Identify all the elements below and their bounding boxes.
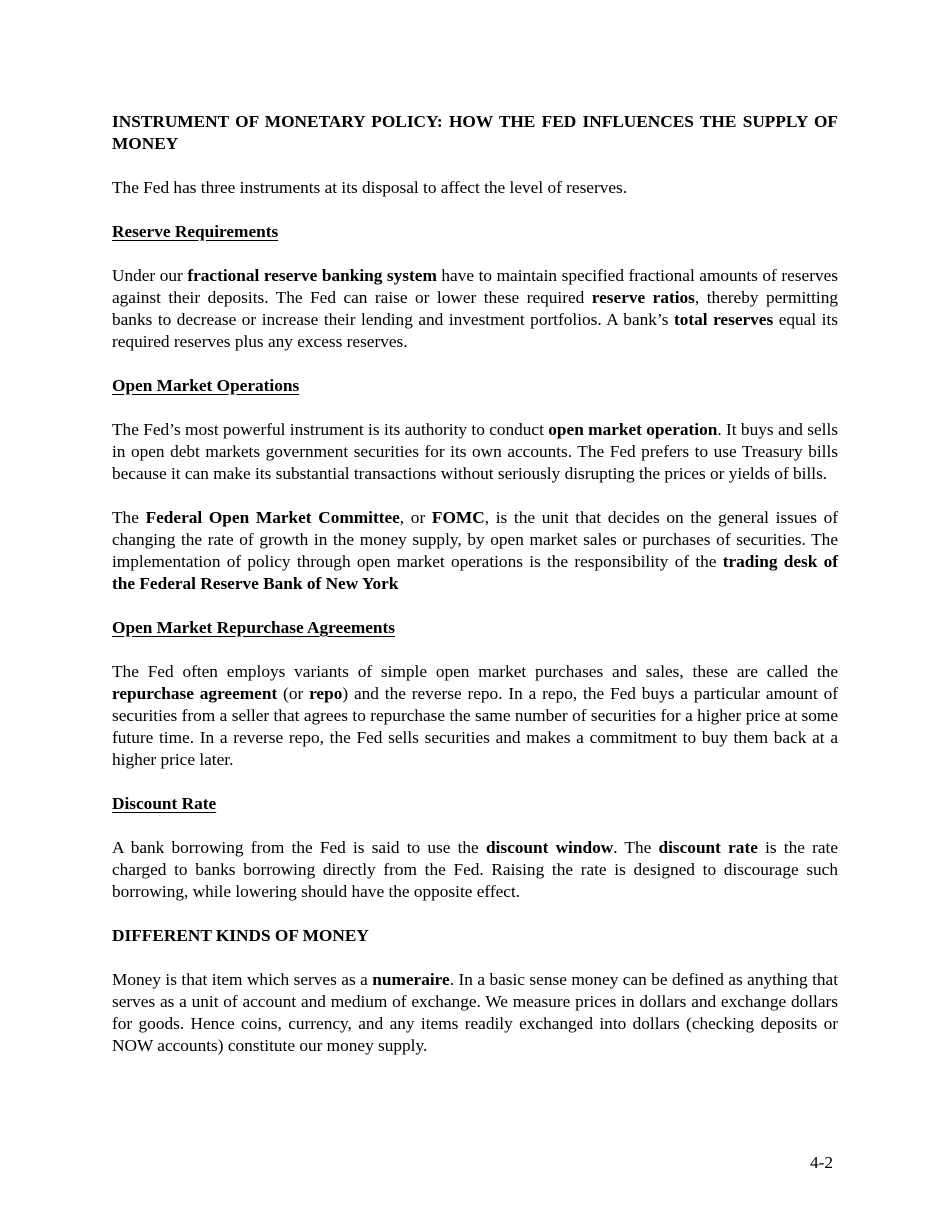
- document-title: INSTRUMENT OF MONETARY POLICY: HOW THE FED INFLUENCES THE SUPPLY OF MONEY: [112, 112, 838, 153]
- repurchase-agreements-heading: Open Market Repurchase Agreements: [112, 618, 396, 637]
- kinds-of-money-heading: DIFFERENT KINDS OF MONEY: [112, 926, 369, 945]
- discount-rate-paragraph: A bank borrowing from the Fed is said to use the discount window. The discount rate is the rate charged to banks borrowing directly from the Fed. Raising the rate is designed to discourage such borrowing, while lowering should have the opposite effect.: [112, 838, 839, 901]
- reserve-requirements-paragraph: Under our fractional reserve banking system have to maintain specified fractional amounts of reserves against their deposits. The Fed can raise or lower these required reserve ratios, thereby permitting banks to decrease or increase their lending and investment portfolios. A bank’s total reserves equal its required reserves plus any excess reserves.: [112, 266, 838, 351]
- repurchase-agreements-paragraph: The Fed often employs variants of simple open market purchases and sales, these are called the repurchase agreement (or repo) and the reverse repo. In a repo, the Fed buys a particular amount of securities from a seller that agrees to repurchase the same number of securities for a higher price at some future time. In a reverse repo, the Fed sells securities and makes a commitment to buy them back at a higher price later.: [112, 662, 838, 769]
- discount-rate-heading: Discount Rate: [112, 794, 217, 813]
- kinds-of-money-paragraph: Money is that item which serves as a numeraire. In a basic sense money can be defined as anything that serves as a unit of account and medium of exchange. We measure prices in dollars and exchange dollars for goods. Hence coins, currency, and any items readily exchanged into dollars (checking deposits or NOW accounts) constitute our money supply.: [112, 970, 838, 1055]
- open-market-operations-heading: Open Market Operations: [112, 376, 300, 395]
- intro-paragraph: The Fed has three instruments at its disposal to affect the level of reserves.: [112, 178, 628, 197]
- fomc-paragraph: The Federal Open Market Committee, or FOMC, is the unit that decides on the general issues of changing the rate of growth in the money supply, by open market sales or purchases of securities. The implementation of policy through open market operations is the responsibility of the trading desk of the Federal Reserve Bank of New York: [112, 508, 839, 593]
- open-market-operations-paragraph: The Fed’s most powerful instrument is its authority to conduct open market operation. It buys and sells in open debt markets government securities for its own accounts. The Fed prefers to use Treasury bills because it can make its substantial transactions without seriously disrupting the prices or yields of bills.: [112, 420, 838, 483]
- reserve-requirements-heading: Reserve Requirements: [112, 222, 279, 241]
- page-number: 4-2: [810, 1153, 834, 1172]
- document-page: [112, 111, 838, 1057]
